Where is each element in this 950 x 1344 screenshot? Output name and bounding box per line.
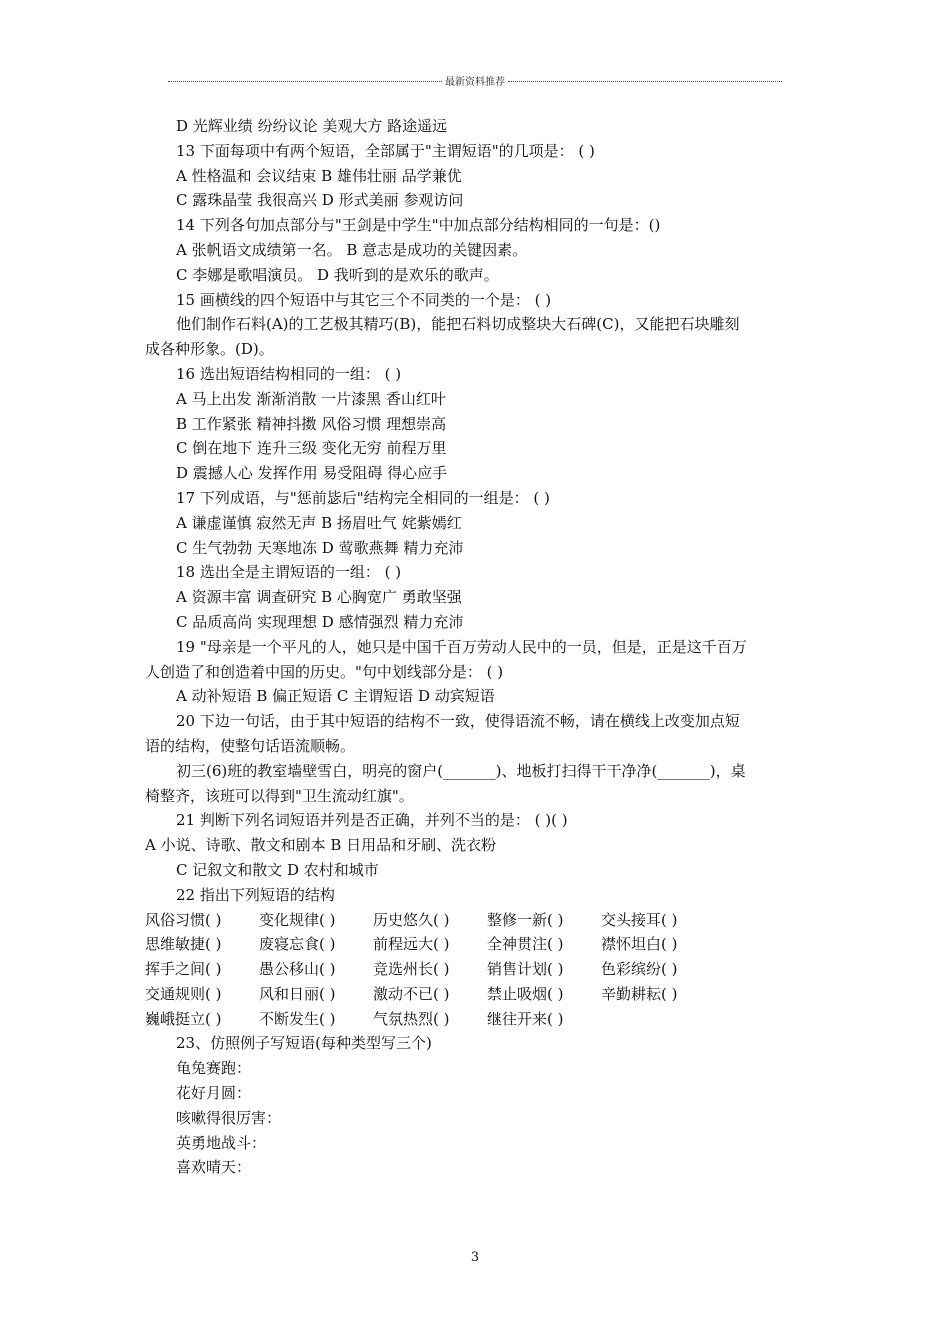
question-13: 13 下面每项中有两个短语，全部属于"主谓短语"的几项是： ( ) (176, 141, 595, 160)
passage-line: 成各种形象。(D)。 (145, 340, 274, 359)
option-line: A 张帆语文成绩第一名。 B 意志是成功的关键因素。 (176, 240, 528, 259)
page-header (168, 72, 782, 88)
document-body (0, 114, 950, 1180)
passage-line: 他们制作石料(A)的工艺极其精巧(B)，能把石料切成整块大石碑(C)，又能把石块雕刻 (176, 315, 740, 334)
option-line: C 露珠晶莹 我很高兴 D 形式美丽 参观访问 (176, 191, 464, 210)
option-line: C 生气勃勃 天寒地冻 D 莺歌燕舞 精力充沛 (176, 538, 464, 557)
example-line: 龟兔赛跑： (176, 1059, 252, 1078)
example-line: 花好月圆： (176, 1084, 252, 1103)
example-line: 咳嗽得很厉害： (176, 1108, 282, 1127)
phrase-cell: 愚公移山( ) (259, 960, 336, 979)
option-line: C 李娜是歌唱演员。 D 我听到的是欢乐的歌声。 (176, 265, 499, 284)
option-line: A 性格温和 会议结束 B 雄伟壮丽 品学兼优 (176, 166, 462, 185)
phrase-cell: 整修一新( ) (487, 910, 564, 929)
phrase-cell: 交通规则( ) (145, 984, 222, 1003)
phrase-cell: 色彩缤纷( ) (601, 960, 678, 979)
phrase-cell: 风和日丽( ) (259, 984, 336, 1003)
question-14: 14 下列各句加点部分与"王剑是中学生"中加点部分结构相同的一句是：() (176, 216, 661, 235)
passage-line: 椅整齐，该班可以得到"卫生流动红旗"。 (145, 786, 414, 805)
phrase-cell: 襟怀坦白( ) (601, 935, 678, 954)
option-line: D 光辉业绩 纷纷议论 美观大方 路途遥远 (176, 117, 448, 135)
option-line: A 小说、诗歌、散文和剧本 B 日用品和牙刷、洗衣粉 (145, 836, 497, 855)
page-number: 3 (470, 1250, 480, 1265)
phrase-cell: 风俗习惯( ) (145, 910, 222, 929)
option-line: A 动补短语 B 偏正短语 C 主谓短语 D 动宾短语 (176, 687, 495, 706)
example-line: 英勇地战斗： (176, 1133, 267, 1152)
phrase-cell: 巍峨挺立( ) (145, 1009, 222, 1028)
phrase-cell: 不断发生( ) (259, 1009, 336, 1028)
phrase-cell: 继往开来( ) (487, 1009, 564, 1028)
phrase-cell: 思维敏捷( ) (145, 935, 222, 954)
option-line: A 谦虚谨慎 寂然无声 B 扬眉吐气 姹紫嫣红 (176, 513, 462, 532)
phrase-cell: 变化规律( ) (259, 910, 336, 929)
phrase-grid-row (0, 908, 950, 933)
option-line: C 记叙文和散文 D 农村和城市 (176, 860, 379, 879)
question-18: 18 选出全是主谓短语的一组： ( ) (176, 563, 402, 582)
option-line: D 震撼人心 发挥作用 易受阻碍 得心应手 (176, 464, 448, 483)
phrase-cell: 废寝忘食( ) (259, 935, 336, 954)
question-19: 19 "母亲是一个平凡的人，她只是中国千百万劳动人民中的一员，但是，正是这千百万 (176, 637, 747, 656)
option-line: C 品质高尚 实现理想 D 感情强烈 精力充沛 (176, 612, 464, 631)
question-20-cont: 语的结构，使整句话语流顺畅。 (145, 736, 356, 755)
option-line: A 资源丰富 调查研究 B 心胸宽广 勇敢坚强 (176, 588, 462, 607)
header-title: 最新资料推荐 (445, 76, 505, 88)
passage-line: 初三(6)班的教室墙壁雪白，明亮的窗户(_______)、地板打扫得干干净净(_______)，桌 (176, 761, 746, 780)
question-23: 23、仿照例子写短语(每种类型写三个) (176, 1034, 432, 1053)
phrase-cell: 全神贯注( ) (487, 935, 564, 954)
option-line: C 倒在地下 连升三级 变化无穷 前程万里 (176, 439, 447, 458)
phrase-grid-row (0, 982, 950, 1007)
phrase-cell: 交头接耳( ) (601, 910, 678, 929)
phrase-cell: 前程远大( ) (373, 935, 450, 954)
question-20: 20 下边一句话，由于其中短语的结构不一致，使得语流不畅，请在横线上改变加点短 (176, 712, 740, 731)
phrase-cell: 销售计划( ) (487, 960, 564, 979)
header-dotted-rule-right (508, 81, 782, 82)
question-21: 21 判断下列名词短语并列是否正确，并列不当的是： ( )( ) (176, 811, 568, 830)
phrase-cell: 辛勤耕耘( ) (601, 984, 678, 1003)
phrase-grid-row (0, 957, 950, 982)
phrase-grid-row (0, 932, 950, 957)
phrase-grid-row (0, 1007, 950, 1032)
question-22: 22 指出下列短语的结构 (176, 885, 335, 904)
phrase-cell: 气氛热烈( ) (373, 1009, 450, 1028)
example-line: 喜欢晴天： (176, 1158, 252, 1177)
phrase-cell: 禁止吸烟( ) (487, 984, 564, 1003)
phrase-cell: 激动不已( ) (373, 984, 450, 1003)
question-15: 15 画横线的四个短语中与其它三个不同类的一个是： ( ) (176, 290, 552, 309)
option-line: A 马上出发 渐渐消散 一片漆黑 香山红叶 (176, 389, 446, 408)
phrase-cell: 竞选州长( ) (373, 960, 450, 979)
option-line: B 工作紧张 精神抖擞 风俗习惯 理想崇高 (176, 414, 447, 433)
question-19-cont: 人创造了和创造着中国的历史。"句中划线部分是： ( ) (145, 662, 504, 681)
question-17: 17 下列成语，与"惩前毖后"结构完全相同的一组是： ( ) (176, 488, 550, 507)
header-dotted-rule-left (168, 81, 442, 82)
question-16: 16 选出短语结构相同的一组： ( ) (176, 364, 402, 383)
phrase-cell: 挥手之间( ) (145, 960, 222, 979)
phrase-cell: 历史悠久( ) (373, 910, 450, 929)
